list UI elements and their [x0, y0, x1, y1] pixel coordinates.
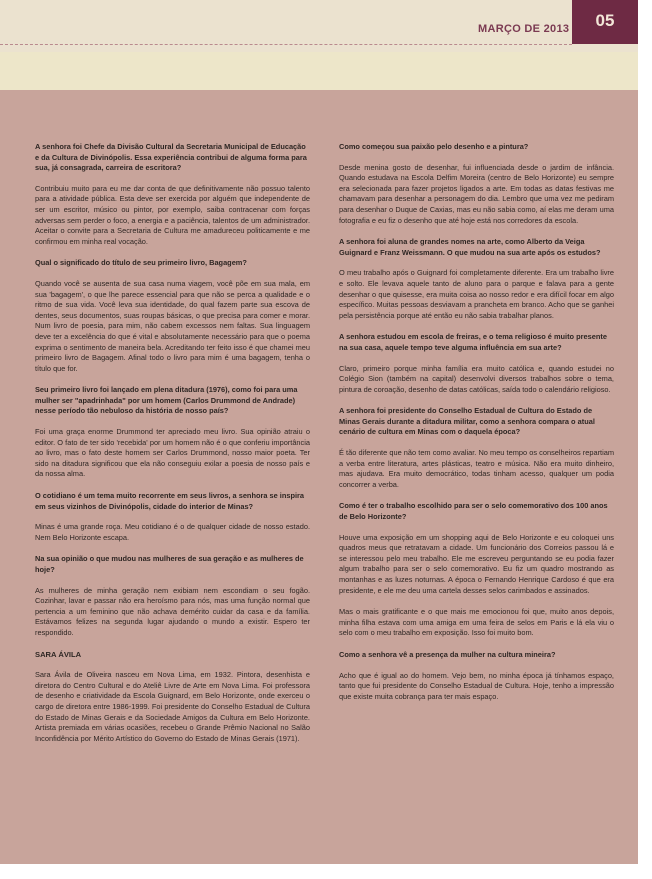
interview-answer: É tão diferente que não tem como avaliar. No meu tempo os conselheiros repartiam a verba entre literatura, artes plásticas, teatro e música. Não era muito dinheiro, mas ajudava. Era muito democrático, todas tinham acesso, qualquer um podia concorrer a verba. — [339, 448, 614, 489]
interview-answer: As mulheres de minha geração nem exibiam nem escondiam o seu fogão. Cozinhar, lavar e passar não era heroísmo para nós, mas uma função normal que pertencia a um feminino que não achava demérito cuidar da casa e da família. Estávamos felizes na segunda lugar ajudando o mundo a existir. Espero ter respondido. — [35, 585, 310, 637]
interview-question: Seu primeiro livro foi lançado em plena ditadura (1976), como foi para uma mulher ser "apadrinhada" por um homem (Carlos Drummond de Andrade) nesse período tão nebuloso da história de nosso país? — [35, 385, 298, 416]
section-heading: SARA ÁVILA — [35, 649, 82, 659]
interview-question: A senhora foi presidente do Conselho Estadual de Cultura do Estado de Minas Gerais durante a ditadura militar, como a senhora compara o atual cenário de cultura em Minas com o daquela época? — [339, 406, 595, 437]
interview-question: O cotidiano é um tema muito recorrente em seus livros, a senhora se inspira em seus vizinhos de Divinópolis, cidade do interior de Minas? — [35, 491, 305, 511]
page-number-box — [572, 0, 638, 44]
header-strip — [0, 52, 638, 90]
interview-answer: Foi uma graça enorme Drummond ter apreciado meu livro. Sua opinião atraiu o editor. O fato de ter sido 'recebida' por um homem não é o que conferiu importância ao livro, mas o fato deste homem ser Carlos Drummond, nosso maior poeta. Ter sido na ditadura significou que ela não conseguiu exilar a poesia de nosso país e da nossa alma. — [35, 427, 310, 479]
interview-question: Como a senhora vê a presença da mulher na cultura mineira? — [339, 649, 556, 659]
interview-answer: Claro, primeiro porque minha família era muito católica e, quando estudei no Colégio Sion (também na capital) desenvolvi diversos trabalhos sobre o tema, pintura de coroação, desenho de datas católicas, saída todo o calendário religioso. — [339, 363, 614, 394]
interview-answer: Acho que é igual ao do homem. Vejo bem, no minha época já tínhamos espaço, tanto que fui presidente do Conselho Estadual de Cultura. Hoje, tenho a impressão que existe muita cobrança para ter mais espaço. — [339, 670, 614, 701]
interview-answer: Houve uma exposição em um shopping aqui de Belo Horizonte e eu coloquei uns quadros meus que retratavam a cidade. Um funcionário dos Correios passou lá e se interessou pelo meu trabalho. Ele me escreveu perguntando se eu podia fazer algum trabalho para ser o selo comemorativo. Eu fiz um quadro mostrando as montanhas e as luzes noturnas. A época o Fernando Henrique Cardoso é que era presidente, e ele me deu uma cartela desses selos carimbados e assinados. — [339, 532, 614, 595]
page-number: 05 — [595, 11, 615, 30]
interview-answer: Sara Ávila de Oliveira nasceu em Nova Lima, em 1932. Pintora, desenhista e diretora do Centro Cultural e do Ateliê Livre de Arte em Nova Lima. Foi professora de desenho e criatividade da Escola Guignard, em Belo Horizonte, onde exerceu o cargo de diretora entre 1986-1999. Foi presidente do Conselho Estadual de Cultura do Estado de Minas Gerais e da Sociedade Amigos da Cultura em Belo Horizonte. Artista premiada em várias ocasiões, recebeu o Grande Prêmio Nacional no Salão Inconfidência por Mérito Artístico do Governo do Estado de Minas Gerais (1971). — [35, 670, 310, 743]
interview-question: A senhora foi aluna de grandes nomes na arte, como Alberto da Veiga Guignard e Franz Weissmann. O que mudou na sua arte após os estudos? — [339, 237, 601, 257]
interview-answer: Mas o mais gratificante e o que mais me emocionou foi que, muito anos depois, minha filha estava com uma amiga em uma feira de selos em Paris e lá ela viu o selo com o meu trabalho em exposição. Isso foi muito bom. — [339, 607, 614, 638]
issue-date: MARÇO DE 2013 — [478, 23, 570, 35]
interview-answer: Desde menina gosto de desenhar, fui influenciada desde o jardim de infância. Quando estudava na Escola Delfim Moreira (centro de Belo Horizonte) eu sempre era selecionada para fazer projetos ligados a arte. Em todas as datas festivas me chamavam para desenhar a personagem do dia. Lembro que uma vez me pediram para desenhar o Duque de Caxias, mas eu não sabia como, aí elas me deram uma fotografia e eu fiz o desenho que até hoje está nos corredores da escola. — [339, 162, 614, 225]
interview-question: Como começou sua paixão pelo desenho e a pintura? — [339, 142, 529, 151]
header-dashed-rule — [0, 44, 572, 45]
interview-question: A senhora foi Chefe da Divisão Cultural da Secretaria Municipal de Educação e da Cultura de Divinópolis. Essa experiência contribui de alguma forma para sua, já consagrada, carreira de escritora? — [35, 142, 307, 173]
interview-question: A senhora estudou em escola de freiras, e o tema religioso é muito presente na sua casa, aquele tempo teve alguma influência em sua arte? — [339, 332, 607, 352]
interview-answer: Contribuiu muito para eu me dar conta de que definitivamente não possuo talento para a atividade pública. Esta deve ser exercida por alguém que independente de ser um escritor, músico ou pintor, por exemplo, saiba contracenar com forças adversas sem perder o foco, a energia e a paciência, talentos de um administrador. Aceitar o convite para a Secretaria de Cultura me amadureceu politicamente e me confirmou em minha real vocação. — [35, 183, 310, 246]
interview-question: Qual o significado do título de seu primeiro livro, Bagagem? — [35, 258, 247, 268]
interview-answer: Quando você se ausenta de sua casa numa viagem, você põe em sua mala, em sua 'bagagem', o que lhe parece essencial para que não se perca a qualidade e o ritmo de sua vida. Você leva sua identidade, do qual fazem parte sua escova de dentes, seus documentos, suas roupas básicas, o que precisa para comer e morar. Num livro de poesia, para mim, não cabem excessos nem faltas. Sua linguagem deve ter a excelência do que é vital e absolutamente necessário para que o poema exprima o sentimento de maneira bela. Acreditando ter feito isso é que chamei meu primeiro livro de Bagagem. Afinal todo o livro para mim é uma bagagem, tenha o título que for. — [35, 278, 310, 373]
interview-question: Como é ter o trabalho escolhido para ser o selo comemorativo dos 100 anos de Belo Horizonte? — [339, 501, 608, 522]
right-column — [339, 142, 614, 713]
left-column — [35, 142, 310, 755]
interview-answer: O meu trabalho após o Guignard foi completamente diferente. Era um trabalho livre e solto. Ele levava aquele tanto de aluno para o parque e falava para a gente desenhar o que quisesse, era muita coisa ao nosso redor e era difícil focar em algo específico. Muitas pessoas desviavam a prancheta em branco. Acho que se ganhei pela persistência porque até então eu não sabia trabalhar planos. — [339, 268, 614, 320]
interview-answer: Minas é uma grande roça. Meu cotidiano é o de qualquer cidade de nosso estado. Nem Belo Horizonte escapa. — [35, 522, 310, 542]
interview-question: Na sua opinião o que mudou nas mulheres de sua geração e as mulheres de hoje? — [35, 554, 304, 574]
